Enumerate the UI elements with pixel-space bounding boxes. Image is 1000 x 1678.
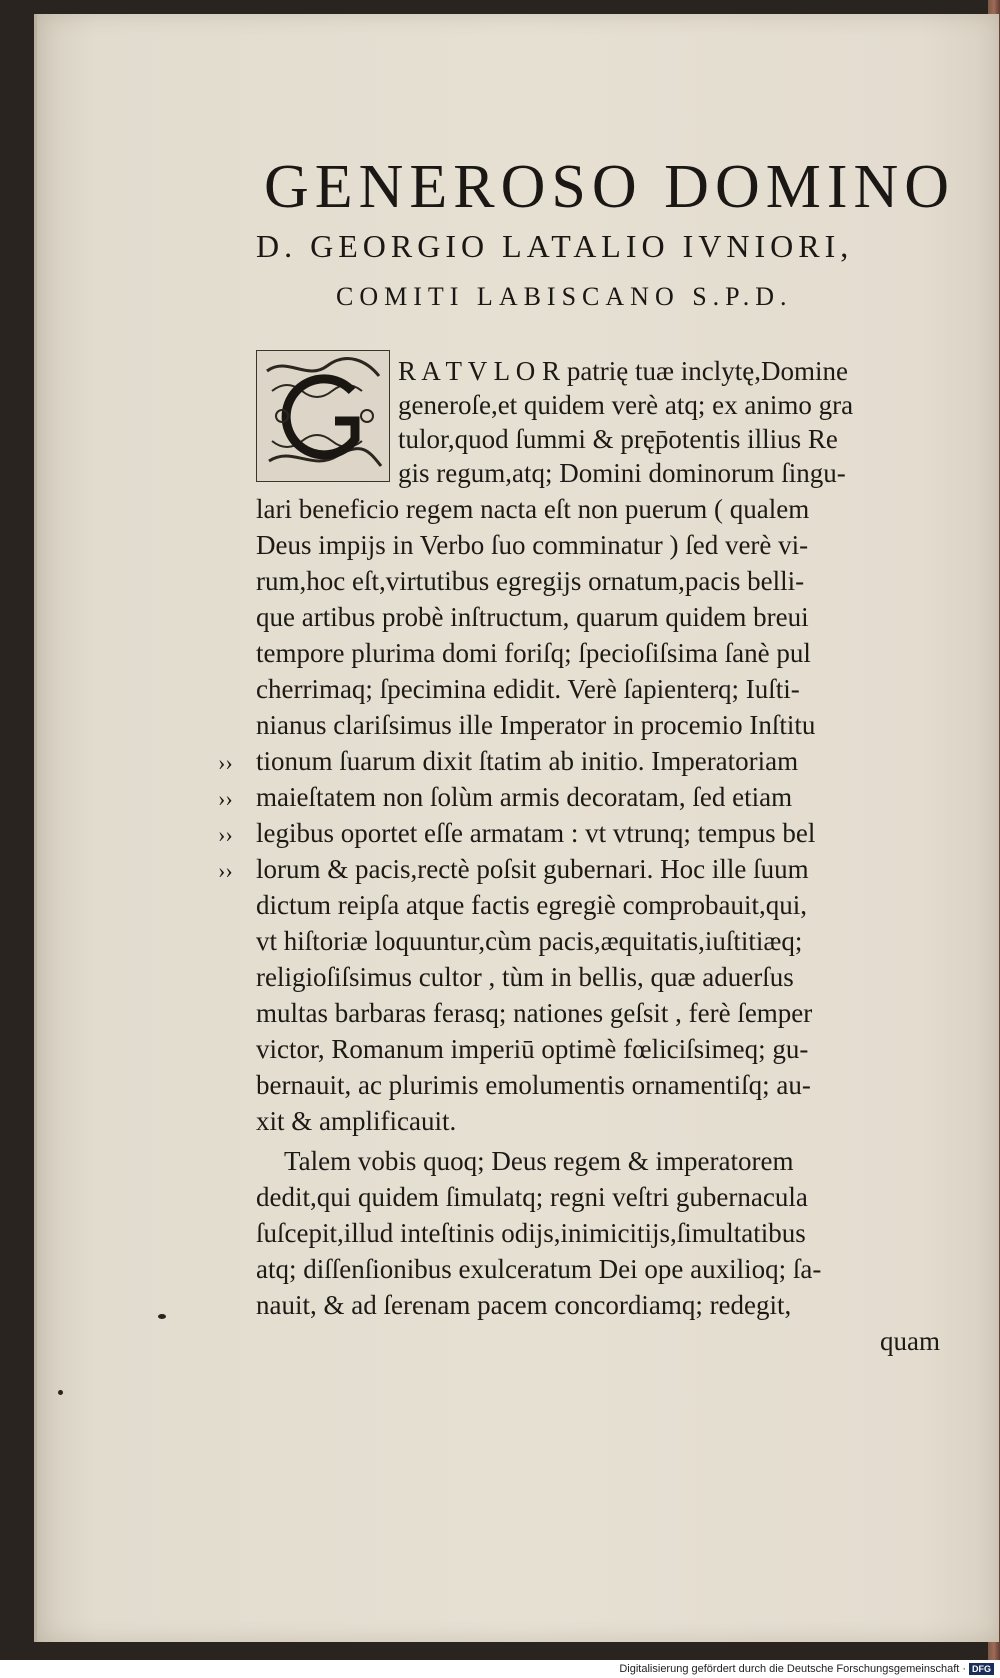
- text-line: generoſe,et quidem verè atq; ex animo gra: [398, 390, 854, 420]
- margin-quote-marker: ››: [218, 750, 233, 775]
- dfg-logo: DFG: [969, 1663, 994, 1675]
- text-line: ſuſcepit,illud inteſtinis odijs,inimicitijs,ſimultatibus: [256, 1218, 806, 1248]
- decorated-initial-g: [256, 350, 390, 482]
- text-line: tionum ſuarum dixit ſtatim ab initio. Imperatoriam: [256, 746, 799, 776]
- ornament-icon: [257, 351, 389, 481]
- text-line: victor, Romanum imperiū optimè fœliciſsimeq; gu-: [256, 1034, 809, 1064]
- text-line: rum,hoc eſt,virtutibus egregijs ornatum,pacis belli-: [256, 566, 805, 596]
- text-line: nianus clariſsimus ille Imperator in procemio Inſtitu: [256, 710, 816, 740]
- text-line: lari beneficio regem nacta eſt non puerum ( qualem: [256, 494, 810, 524]
- text-line: Talem vobis quoq; Deus regem & imperatorem: [284, 1146, 794, 1176]
- text-line: R A T V L O R patrię tuæ inclytę,Domine: [398, 356, 848, 386]
- text-line: lorum & pacis,rectè poſsit gubernari. Hoc ille ſuum: [256, 854, 809, 884]
- text-line: vt hiſtoriæ loquuntur,cùm pacis,æquitatis,iuſtitiæq;: [256, 926, 803, 956]
- margin-quote-marker: ››: [218, 858, 233, 883]
- text-line: Deus impijs in Verbo ſuo comminatur ) ſed verè vi-: [256, 530, 809, 560]
- catchword: quam: [880, 1326, 940, 1356]
- text-line: nauit, & ad ſerenam pacem concordiamq; redegit,: [256, 1290, 792, 1320]
- text-line: tempore plurima domi foriſq; ſpecioſiſsima ſanè pul: [256, 638, 811, 668]
- digitization-footer: [619, 1660, 994, 1678]
- footer-text: Digitalisierung gefördert durch die Deutsche Forschungsgemeinschaft: [619, 1663, 960, 1675]
- margin-quote-marker: ››: [218, 822, 233, 847]
- footer-separator: ·: [962, 1663, 966, 1675]
- text-line: que artibus probè inſtructum, quarum quidem breui: [256, 602, 809, 632]
- text-line: xit & amplificauit.: [256, 1106, 457, 1136]
- ink-spot: [158, 1314, 166, 1319]
- heading-line-1: GENEROSO DOMINO: [264, 153, 956, 221]
- text-line: tulor,quod ſummi & pręp̄otentis illius Re: [398, 424, 838, 454]
- text-line: atq; diſſenſionibus exulceratum Dei ope auxilioq; ſa-: [256, 1254, 822, 1284]
- text-line: legibus oportet eſſe armatam : vt vtrunq; tempus bel: [256, 818, 816, 848]
- text-line: dedit,qui quidem ſimulatq; regni veſtri gubernacula: [256, 1182, 808, 1212]
- text-line: multas barbaras ferasq; nationes geſsit , ferè ſemper: [256, 998, 813, 1028]
- heading-line-3: COMITI LABISCANO S.P.D.: [336, 282, 793, 311]
- ink-spot: [58, 1390, 63, 1395]
- margin-quote-marker: ››: [218, 786, 233, 811]
- text-line: gis regum,atq; Domini dominorum ſingu-: [398, 458, 846, 488]
- text-line: dictum reipſa atque factis egregiè comprobauit,qui,: [256, 890, 808, 920]
- heading-line-2: D. GEORGIO LATALIO IVNIORI,: [256, 228, 854, 264]
- text-line: bernauit, ac plurimis emolumentis ornamentiſq; au-: [256, 1070, 811, 1100]
- text-line: cherrimaq; ſpecimina edidit. Verè ſapienterq; Iuſti-: [256, 674, 800, 704]
- text-line: religioſiſsimus cultor , tùm in bellis, quæ aduerſus: [256, 962, 794, 992]
- text-line: maieſtatem non ſolùm armis decoratam, ſed etiam: [256, 782, 793, 812]
